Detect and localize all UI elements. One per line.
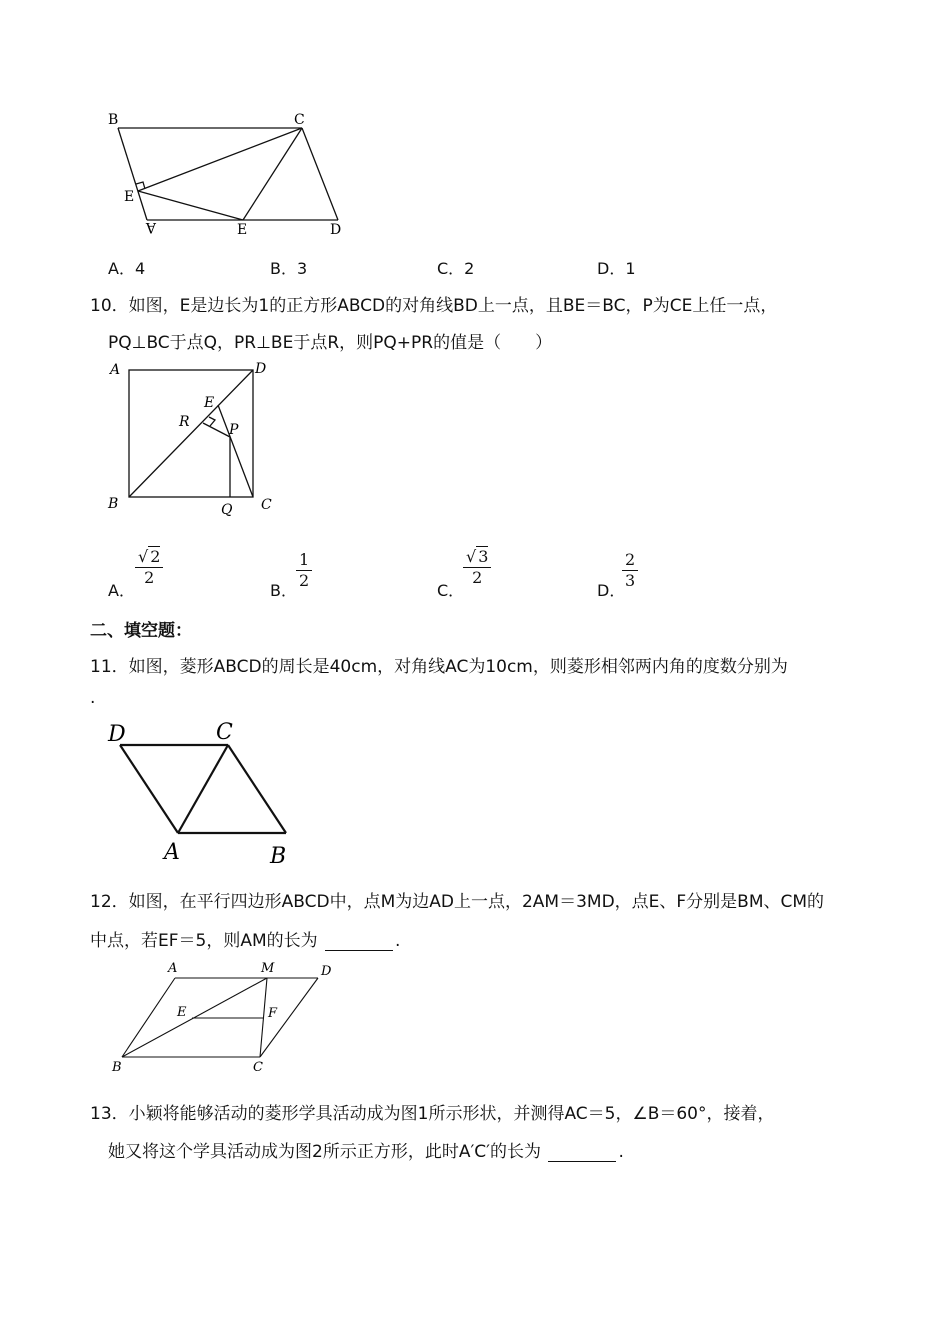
q10-option-d-label: D． [597, 581, 626, 600]
q10-option-a-fraction [135, 547, 163, 588]
fig11-label-d: D [108, 722, 126, 747]
q12-text-line2 [90, 926, 400, 951]
fig10-label-b: B [108, 496, 119, 512]
fig9-label-a: A [145, 219, 156, 235]
q10-option-c-label: C． [437, 581, 465, 600]
q11-text-line1: 11．如图，菱形ABCD的周长是40cm，对角线AC为10cm，则菱形相邻两内角的度数分别为 [90, 657, 788, 677]
fig9-label-e-bottom: E [237, 222, 248, 238]
q10-option-a-label: A． [108, 581, 135, 600]
q10-option-c-denominator: 2 [472, 568, 483, 587]
fig10-label-c: C [261, 497, 272, 513]
q9-option-c: C．2 [437, 259, 475, 278]
q10-option-b-fraction [296, 550, 312, 591]
q10-option-a-denominator: 2 [144, 568, 155, 587]
fig10-label-q: Q [221, 502, 233, 518]
fig12-label-b: B [112, 1060, 122, 1075]
q11-text-line2: . [90, 688, 96, 708]
fig9-label-e-left: E [124, 189, 135, 205]
section-title: 二、填空题： [90, 621, 192, 641]
q10-option-c-numerator: 3 [478, 547, 489, 566]
fig12-label-m: M [261, 961, 275, 976]
fig10-label-a: A [110, 362, 121, 378]
fig10-label-e: E [204, 395, 215, 411]
q9-option-b: B．3 [270, 259, 308, 278]
fig9-label-b: B [108, 112, 119, 128]
q10-option-b-label: B． [270, 581, 297, 600]
q13-text-line2-pre: 她又将这个学具活动成为图2所示正方形，此时A′C′的长为 [108, 1142, 542, 1162]
q12-text-line2-pre: 中点，若EF＝5，则AM的长为 [90, 931, 318, 951]
fig12-label-a: A [168, 961, 178, 976]
q12-text-line1: 12．如图，在平行四边形ABCD中，点M为边AD上一点，2AM＝3MD，点E、F分别是BM、CM的 [90, 892, 825, 912]
fig10-label-r: R [179, 414, 190, 430]
fig10-label-d: D [255, 361, 267, 377]
q13-answer-blank[interactable] [548, 1145, 616, 1162]
figure-q12 [100, 955, 350, 1080]
fig11-label-a: A [164, 840, 180, 865]
figure-q11 [100, 715, 310, 870]
q13-text-line1: 13．小颖将能够活动的菱形学具活动成为图1所示形状，并测得AC＝5，∠B＝60°，接着， [90, 1104, 775, 1124]
fig12-label-e: E [177, 1005, 187, 1020]
q10-option-b-denominator: 2 [299, 571, 310, 590]
q10-option-b-numerator: 1 [296, 550, 312, 571]
q10-option-c-fraction [463, 547, 491, 588]
q10-option-d-numerator: 2 [622, 550, 638, 571]
q12-answer-blank[interactable] [325, 934, 393, 951]
q9-option-a: A．4 [108, 259, 146, 278]
q10-option-d-denominator: 3 [625, 571, 636, 590]
fig11-label-c: C [216, 720, 233, 745]
q13-text-line2 [108, 1137, 624, 1162]
fig11-label-b: B [270, 844, 287, 869]
fig12-label-f: F [268, 1006, 278, 1021]
figure-q9 [100, 105, 360, 240]
sqrt-symbol: √ [466, 547, 477, 566]
figure-q10 [100, 357, 290, 522]
sqrt-symbol: √ [138, 547, 149, 566]
fig12-label-c: C [253, 1060, 263, 1075]
fig9-label-d: D [330, 222, 342, 238]
q10-text-line1: 10．如图，E是边长为1的正方形ABCD的对角线BD上一点，且BE＝BC，P为CE上任一点， [90, 296, 778, 316]
q13-text-line2-post: . [618, 1142, 624, 1162]
fig12-label-d: D [321, 964, 332, 979]
fig9-label-c: C [294, 112, 305, 128]
q12-text-line2-post: . [395, 931, 401, 951]
fig10-label-p: P [229, 422, 239, 438]
q10-text-line2: PQ⊥BC于点Q，PR⊥BE于点R，则PQ+PR的值是（ ） [108, 333, 553, 353]
q9-option-d: D．1 [597, 259, 636, 278]
q10-option-d-fraction [622, 550, 638, 591]
q10-option-a-numerator: 2 [150, 547, 161, 566]
